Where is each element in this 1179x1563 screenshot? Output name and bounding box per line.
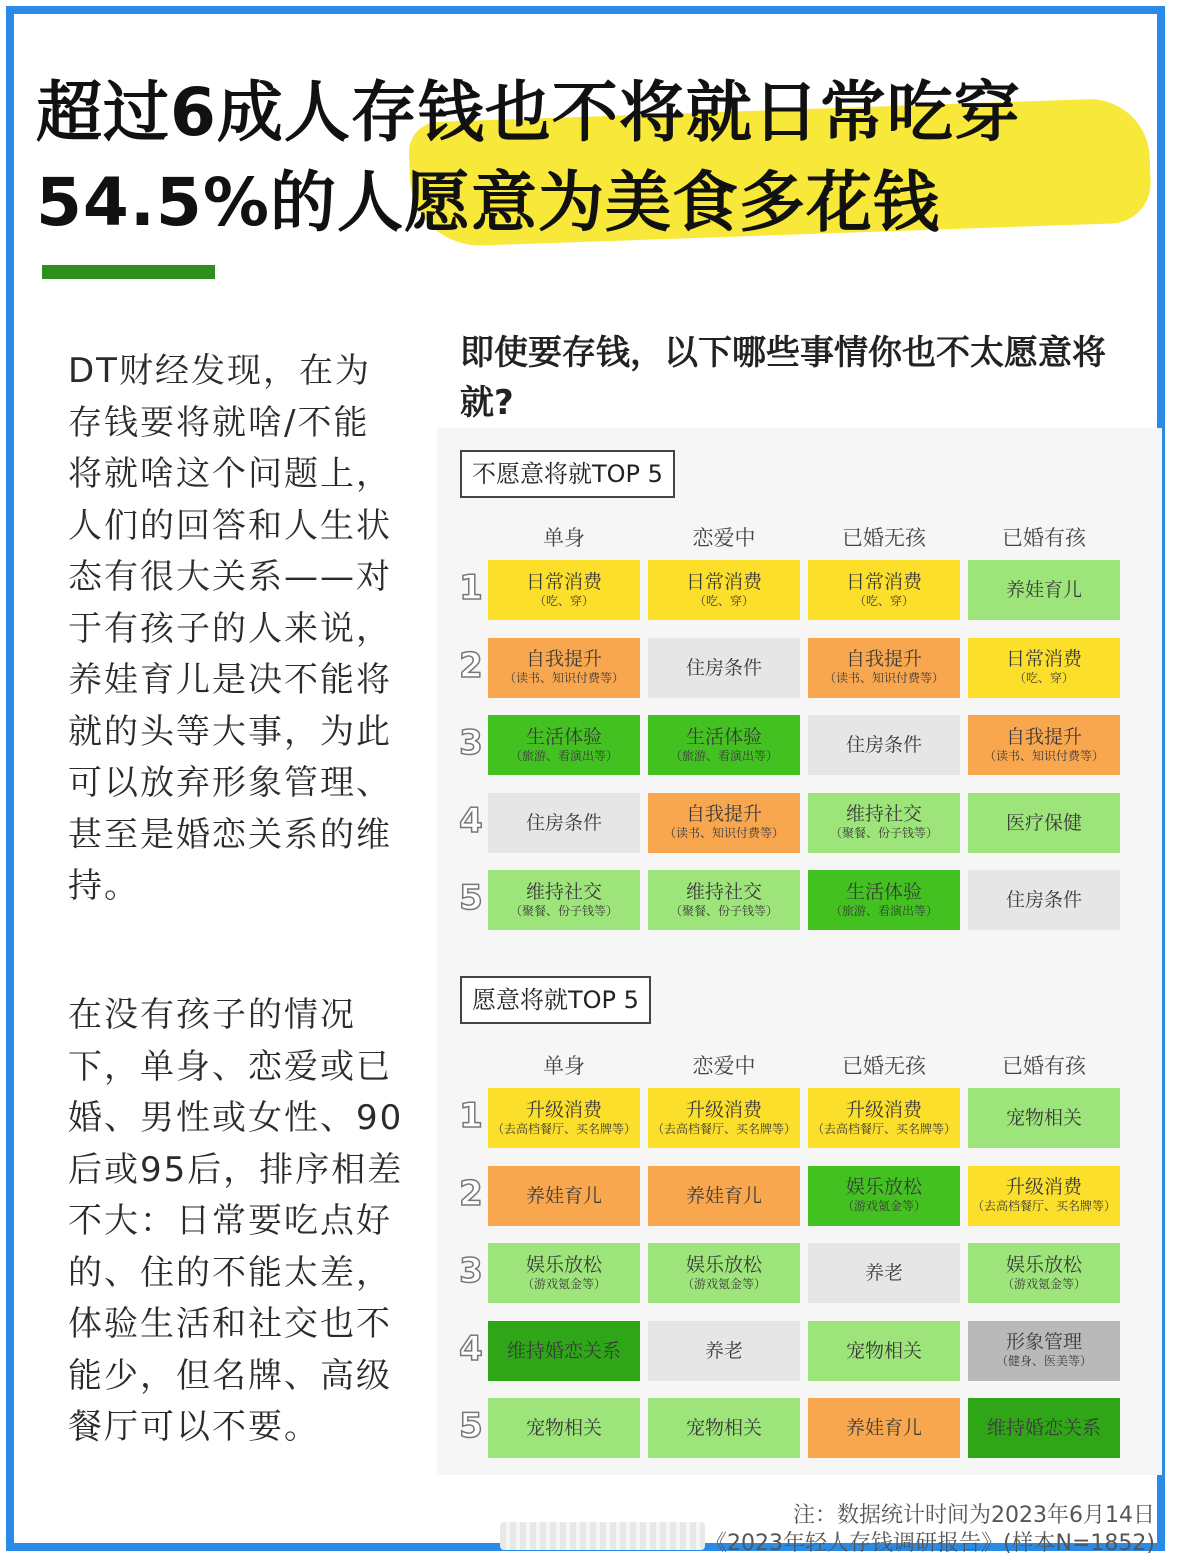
cell-label: 娱乐放松 [845, 1176, 922, 1198]
cell-sublabel: （去高档餐厅、买名牌等） [491, 1121, 636, 1136]
cell-label: 娱乐放松 [685, 1253, 762, 1276]
rank-number: 2 [459, 645, 483, 686]
cell-sublabel: （去高档餐厅、买名牌等） [651, 1121, 796, 1136]
cell-label: 自我提升 [1005, 725, 1082, 748]
cell-sublabel: （游戏氪金等） [841, 1199, 926, 1213]
cell-label: 自我提升 [845, 648, 922, 670]
cell-sublabel: （读书、知识付费等） [823, 671, 944, 685]
ranking-cell [808, 1088, 960, 1148]
ranking-cell [648, 1088, 800, 1148]
ranking-cell [648, 1398, 800, 1458]
rank-number: 2 [459, 1173, 483, 1214]
cell-sublabel: （吃、穿） [693, 593, 754, 608]
ranking-cell [488, 1166, 640, 1226]
cell-sublabel: （聚餐、份子钱等） [829, 826, 938, 840]
rank-number: 4 [459, 1328, 483, 1369]
ranking-cell [808, 1398, 960, 1458]
title-underline [42, 265, 215, 279]
cell-label: 宠物相关 [1005, 1107, 1082, 1129]
column-header: 单身 [543, 526, 585, 550]
ranking-cell [968, 793, 1120, 853]
ranking-cell [808, 638, 960, 698]
note-date: 注：数据统计时间为2023年6月14日 [793, 1503, 1155, 1528]
cell-label: 住房条件 [1005, 889, 1082, 911]
cell-sublabel: （健身、医美等） [995, 1354, 1092, 1368]
cell-label: 生活体验 [685, 725, 762, 748]
ranking-cell [968, 715, 1120, 775]
cell-sublabel: （吃、穿） [853, 593, 914, 608]
cell-sublabel: （读书、知识付费等） [663, 826, 784, 840]
cell-label: 养娃育儿 [1005, 579, 1082, 601]
cell-label: 养老 [864, 1262, 903, 1284]
cell-label: 宠物相关 [525, 1417, 602, 1439]
ranking-cell [488, 638, 640, 698]
cell-sublabel: （游戏氪金等） [1001, 1276, 1086, 1291]
ranking-cell [808, 793, 960, 853]
cell-sublabel: （吃、穿） [1013, 671, 1074, 685]
column-header: 已婚有孩 [1002, 526, 1086, 550]
ranking-cell [488, 870, 640, 930]
cell-label: 维持婚恋关系 [986, 1417, 1101, 1439]
ranking-cell [808, 560, 960, 620]
cell-label: 养娃育儿 [845, 1417, 922, 1439]
cell-label: 日常消费 [1005, 648, 1082, 670]
ranking-cell [488, 1243, 640, 1303]
ranking-cell [648, 1166, 800, 1226]
column-header: 已婚无孩 [842, 526, 926, 550]
note-source: 《2023年轻人存钱调研报告》(样本N=1852) [704, 1531, 1155, 1556]
cell-sublabel: （吃、穿） [533, 593, 594, 608]
rank-number: 5 [459, 1406, 483, 1446]
lead-paragraph-2: 在没有孩子的情况下，单身、恋爱或已婚、男性或女性、90后或95后，排序相差不大：日常要吃点好的、住的不能太差，体验生活和社交也不能少，但名牌、高级餐厅可以不要。 [68, 995, 404, 1447]
ranking-cell [968, 560, 1120, 620]
ranking-cell [808, 1243, 960, 1303]
cell-sublabel: （旅游、看演出等） [509, 748, 618, 763]
cell-label: 住房条件 [685, 656, 762, 679]
column-header: 恋爱中 [692, 1054, 756, 1078]
ranking-cell [488, 715, 640, 775]
cell-label: 自我提升 [685, 803, 762, 825]
ranking-cell [968, 1088, 1120, 1148]
cell-label: 维持婚恋关系 [506, 1339, 621, 1362]
cell-sublabel: （游戏氪金等） [681, 1276, 766, 1291]
ranking-cell [648, 870, 800, 930]
ranking-cell [488, 1321, 640, 1381]
ranking-cell [968, 1398, 1120, 1458]
ranking-cell [648, 715, 800, 775]
cell-label: 住房条件 [845, 734, 922, 756]
cell-label: 生活体验 [845, 880, 922, 903]
ranking-cell [488, 560, 640, 620]
cell-label: 养娃育儿 [685, 1184, 762, 1207]
cell-sublabel: （读书、知识付费等） [503, 671, 624, 685]
rank-number: 1 [459, 1096, 483, 1136]
cell-label: 形象管理 [1005, 1331, 1082, 1353]
cell-label: 日常消费 [845, 570, 922, 593]
cell-label: 自我提升 [525, 648, 602, 670]
cell-sublabel: （旅游、看演出等） [669, 748, 778, 763]
ranking-cell [968, 1166, 1120, 1226]
ranking-cell [488, 1088, 640, 1148]
ranking-cell [808, 870, 960, 930]
unwilling-section-label: 不愿意将就TOP 5 [460, 450, 675, 498]
ranking-cell [488, 793, 640, 853]
column-header: 恋爱中 [692, 526, 756, 550]
cell-label: 日常消费 [685, 570, 762, 593]
cell-label: 医疗保健 [1005, 811, 1082, 834]
cell-label: 娱乐放松 [525, 1253, 602, 1276]
cell-label: 宠物相关 [845, 1339, 922, 1362]
cell-label: 维持社交 [845, 803, 922, 825]
cell-label: 养老 [704, 1339, 743, 1362]
cell-sublabel: （读书、知识付费等） [983, 748, 1104, 763]
cell-sublabel: （去高档餐厅、买名牌等） [971, 1199, 1116, 1213]
rank-number: 1 [459, 568, 483, 608]
column-header: 已婚有孩 [1002, 1054, 1086, 1078]
ranking-cell [648, 1321, 800, 1381]
ranking-cell [808, 715, 960, 775]
ranking-cell [968, 1243, 1120, 1303]
ranking-cell [808, 1321, 960, 1381]
ranking-cell [968, 870, 1120, 930]
cell-label: 养娃育儿 [525, 1184, 602, 1207]
cell-label: 宠物相关 [685, 1417, 762, 1439]
cell-label: 升级消费 [1005, 1176, 1082, 1198]
ranking-cell [648, 1243, 800, 1303]
ranking-cell [488, 1398, 640, 1458]
cell-label: 生活体验 [525, 725, 602, 748]
ranking-cell [968, 1321, 1120, 1381]
ranking-cell [648, 638, 800, 698]
rank-number: 3 [459, 723, 483, 763]
rank-number: 4 [459, 800, 483, 841]
cell-label: 日常消费 [525, 570, 602, 593]
cell-label: 升级消费 [845, 1098, 922, 1121]
cell-label: 娱乐放松 [1005, 1253, 1082, 1276]
ranking-cell [648, 560, 800, 620]
cell-sublabel: （去高档餐厅、买名牌等） [811, 1121, 956, 1136]
question-heading: 即使要存钱，以下哪些事情你也不太愿意将就? [460, 333, 1106, 423]
lead-paragraph-1: DT财经发现，在为存钱要将就啥/不能将就啥这个问题上，人们的回答和人生状态有很大关系——对于有孩子的人来说，养娃育儿是决不能将就的头等大事，为此可以放弃形象管理、甚至是婚恋关系的维持。 [68, 351, 392, 906]
willing-section-label: 愿意将就TOP 5 [460, 976, 651, 1024]
ranking-cell [648, 793, 800, 853]
rank-number: 3 [459, 1251, 483, 1291]
cell-label: 升级消费 [525, 1098, 602, 1121]
cell-sublabel: （聚餐、份子钱等） [509, 903, 618, 918]
cell-label: 维持社交 [685, 880, 762, 903]
page-title [36, 68, 1156, 248]
ranking-cell [808, 1166, 960, 1226]
cell-label: 升级消费 [685, 1098, 762, 1121]
title-line-1: 超过6成人存钱也不将就日常吃穿 [36, 74, 1021, 151]
cell-label: 维持社交 [525, 880, 602, 903]
cell-label: 住房条件 [525, 811, 602, 834]
title-line-2: 54.5%的人愿意为美食多花钱 [36, 164, 940, 241]
rank-number: 5 [459, 878, 483, 918]
ranking-cell [968, 638, 1120, 698]
cell-sublabel: （聚餐、份子钱等） [669, 903, 778, 918]
cell-sublabel: （旅游、看演出等） [829, 903, 938, 918]
column-header: 已婚无孩 [842, 1054, 926, 1078]
column-header: 单身 [543, 1054, 585, 1078]
cell-sublabel: （游戏氪金等） [521, 1276, 606, 1291]
